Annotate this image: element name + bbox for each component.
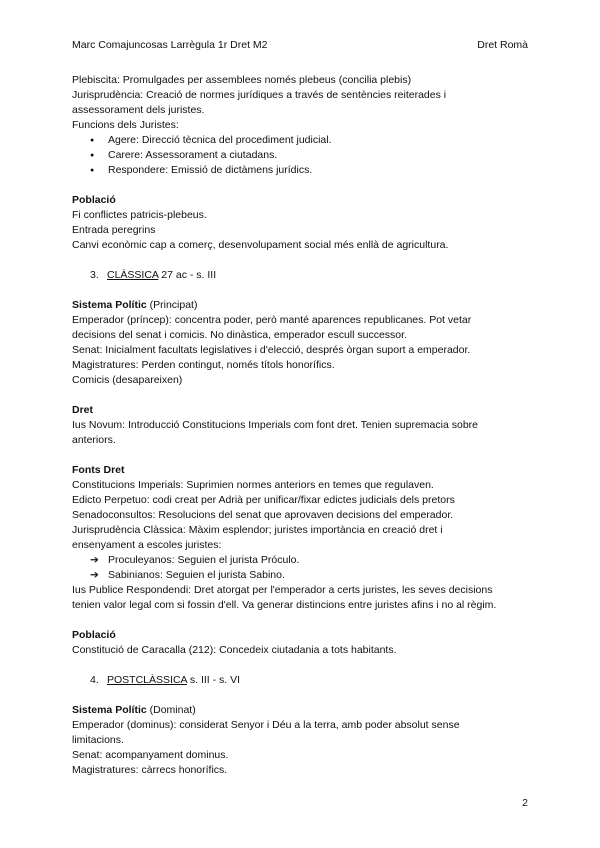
list-item: ● Agere: Direcció tècnica del procediment judicial. xyxy=(72,133,532,148)
text-line: Fi conflictes patricis-plebeus. xyxy=(72,209,207,221)
text-line: anteriors. xyxy=(72,434,116,446)
text-line: Ius Novum: Introducció Constitucions Imperials com font dret. Tenien supremacia sobre xyxy=(72,419,478,431)
text-line: limitacions. xyxy=(72,734,124,746)
jurisprudencia-line: Jurisprudència: Creació de normes jurídiques a través de sentències reiterades i xyxy=(72,89,447,101)
section-number: 4. xyxy=(90,674,99,686)
list-item-text: Sabinianos: Seguien el jurista Sabino. xyxy=(108,569,285,581)
section-3-heading xyxy=(72,268,532,283)
section-period: s. III - s. VI xyxy=(186,674,241,686)
list-item-text: Proculeyanos: Seguien el jurista Próculo. xyxy=(108,554,300,566)
section-heading: Població xyxy=(72,629,116,641)
sistema-politic-heading xyxy=(72,703,532,718)
text-line: Constitucions Imperials: Suprimien normes anteriors en temes que regulaven. xyxy=(72,479,434,491)
text-line: Senadoconsultos: Resolucions del senat que aprovaven decisions del emperador. xyxy=(72,509,454,521)
section-heading: Població xyxy=(72,194,116,206)
heading-text: Sistema Polític xyxy=(72,704,147,716)
section-number: 3. xyxy=(90,269,99,281)
header-subject: Dret Romà xyxy=(477,39,528,51)
jurisprudencia-line-cont: assessorament dels juristes. xyxy=(72,104,205,116)
list-item xyxy=(72,568,532,583)
text-line: Entrada peregrins xyxy=(72,224,156,236)
arrow-right-icon: ➔ xyxy=(90,554,99,566)
funcions-title: Funcions dels Juristes: xyxy=(72,119,179,131)
arrow-right-icon: ➔ xyxy=(90,569,99,581)
text-line: Edicto Perpetuo: codi creat per Adrià per unificar/fixar edictes judicials dels pretors xyxy=(72,494,455,506)
text-line: Magistratures: Perden contingut, només títols honorífics. xyxy=(72,359,335,371)
text-line: Comicis (desapareixen) xyxy=(72,374,183,386)
text-line: decisions del senat i comicis. No dinàstica, emperador escull successor. xyxy=(72,329,407,341)
text-line: Senat: acompanyament dominus. xyxy=(72,749,229,761)
text-line: Canvi econòmic cap a comerç, desenvolupament social més enllà de agricultura. xyxy=(72,239,449,251)
heading-subtitle: (Principat) xyxy=(146,299,198,311)
section-heading: Dret xyxy=(72,404,94,416)
heading-subtitle: (Dominat) xyxy=(146,704,196,716)
text-line: ensenyament a escoles juristes: xyxy=(72,539,222,551)
text-line: Jurisprudència Clàssica: Màxim esplendor; juristes importància en creació dret i xyxy=(72,524,443,536)
text-line: Ius Publice Respondendi: Dret atorgat per l'emperador a certs juristes, les seves decisions xyxy=(72,584,493,596)
text-line: Magistratures: càrrecs honorífics. xyxy=(72,764,228,776)
list-item xyxy=(72,553,532,568)
section-title: CLÀSSICA xyxy=(107,269,159,281)
funcions-list xyxy=(72,133,532,178)
heading-text: Sistema Polític xyxy=(72,299,147,311)
plebiscita-line: Plebiscita: Promulgades per assemblees només plebeus (concilia plebis) xyxy=(72,74,412,86)
header-author: Marc Comajuncosas Larrègula 1r Dret M2 xyxy=(72,39,268,51)
section-4-heading xyxy=(72,673,532,688)
document-body xyxy=(72,73,532,778)
list-item: ● Carere: Assessorament a ciutadans. xyxy=(72,148,532,163)
section-period: 27 ac - s. III xyxy=(158,269,217,281)
text-line: Senat: Inicialment facultats legislatives i d'elecció, després òrgan suport a emperador. xyxy=(72,344,471,356)
text-line: Emperador (príncep): concentra poder, però manté aparences republicanes. Pot vetar xyxy=(72,314,472,326)
list-item: ● Respondere: Emissió de dictàmens jurídics. xyxy=(72,163,532,178)
text-line: Constitució de Caracalla (212): Concedeix ciutadania a tots habitants. xyxy=(72,644,397,656)
escoles-list xyxy=(72,553,532,583)
page-number: 2 xyxy=(522,797,528,809)
section-title: POSTCLÀSSICA xyxy=(107,674,187,686)
text-line: Emperador (dominus): considerat Senyor i Déu a la terra, amb poder absolut sense xyxy=(72,719,460,731)
section-heading: Fonts Dret xyxy=(72,464,125,476)
sistema-politic-heading xyxy=(72,298,532,313)
text-line: tenien valor legal com si fossin d'ell. Va generar distincions entre juristes afins i no al règim. xyxy=(72,599,497,611)
